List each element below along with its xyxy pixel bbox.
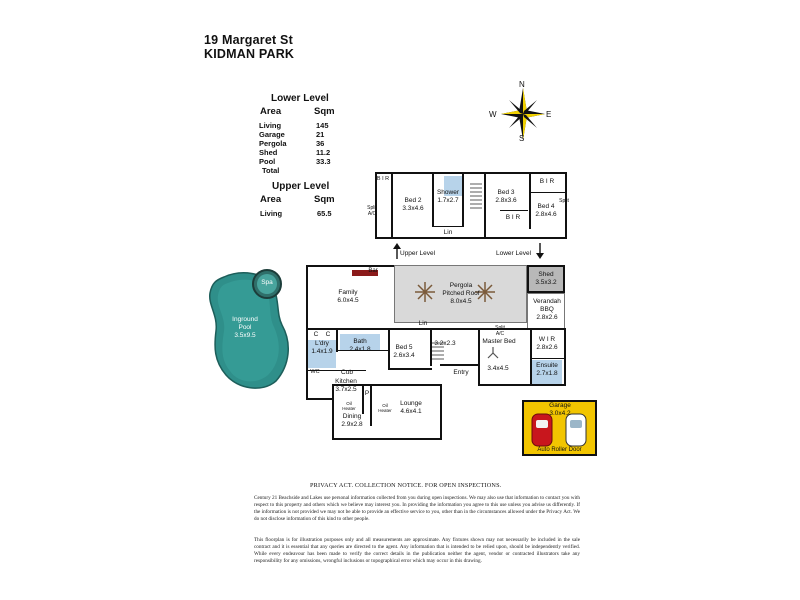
upper-level-label: Upper Level — [400, 250, 436, 257]
upper-row-sqm: 65.5 — [317, 209, 332, 218]
stairs-icon — [470, 182, 482, 212]
privacy-notice-title: PRIVACY ACT. COLLECTION NOTICE. FOR OPEN INSPECTIONS. — [310, 482, 502, 489]
lower-row-sqm: 145 — [316, 121, 329, 130]
room-bed-5: Bed 5 2.6x3.4 — [393, 344, 415, 359]
oil-heater-1: Oil Heater — [342, 401, 356, 412]
room-bed-3: Bed 3 2.8x3.6 — [495, 189, 517, 204]
upper-sqm-col: Sqm — [314, 194, 335, 205]
lower-row-sqm: 33.3 — [316, 157, 331, 166]
room-pantry: P — [364, 390, 370, 397]
oil-heater-2: Oil Heater — [378, 403, 392, 414]
split-ac-master: Split A/C — [495, 325, 505, 337]
room-laundry: L'dry 1.4x1.9 — [311, 340, 333, 355]
lower-row-area: Shed — [259, 148, 278, 157]
split-ac-bed2: Split A/C — [367, 205, 377, 217]
room-entry: Entry — [453, 369, 469, 376]
room-bar: Bar — [368, 268, 378, 274]
lower-row-sqm: 11.2 — [316, 148, 331, 157]
upper-level-heading: Upper Level — [272, 181, 330, 192]
room-pool: Inground Pool 3.5x9.5 — [232, 316, 258, 339]
compass-n: N — [519, 80, 525, 89]
room-linen-lower: Lin — [418, 320, 428, 327]
lower-row-sqm: 21 — [316, 130, 325, 139]
ceiling-fan-icon — [486, 346, 500, 360]
room-family: Family 6.0x4.5 — [337, 289, 359, 304]
lower-sqm-col: Sqm — [314, 106, 335, 117]
room-bir-bed3: B I R — [505, 214, 521, 221]
room-pergola: Pergola Pitched Roof 8.0x4.5 — [442, 282, 480, 305]
lower-level-heading: Lower Level — [271, 93, 329, 104]
lower-row-area: Garage — [259, 130, 285, 139]
compass-e: E — [546, 110, 552, 119]
garage-door-label: Auto Roller Door — [537, 447, 582, 453]
property-suburb: KIDMAN PARK — [204, 47, 295, 61]
room-bed-2: Bed 2 3.3x4.6 — [402, 197, 424, 212]
cupboard-c2: C — [325, 331, 331, 338]
room-bir-top: B I R — [539, 178, 555, 185]
cupboard-c1: C — [313, 331, 319, 338]
lower-level-label: Lower Level — [496, 250, 532, 257]
room-master-bed: Master Bed — [482, 338, 516, 345]
room-verandah: Verandah BBQ 2.8x2.6 — [533, 298, 561, 321]
compass-s: S — [519, 134, 525, 143]
room-spa: Spa — [261, 279, 273, 286]
lower-row-area: Living — [259, 121, 282, 130]
lower-row-area: Pergola — [259, 139, 287, 148]
split-ac-bed4: Split — [559, 198, 569, 204]
room-dining: Dining 2.9x2.8 — [341, 413, 363, 428]
room-ensuite: Ensuite 2.7x1.8 — [536, 362, 558, 377]
room-bir-left: B I R — [376, 176, 390, 182]
property-address: 19 Margaret St — [204, 33, 293, 47]
room-lounge: Lounge 4.6x4.1 — [400, 400, 422, 415]
upper-area-col: Area — [260, 194, 282, 205]
room-bed-4: Bed 4 2.8x4.6 — [535, 203, 557, 218]
room-wc: WC — [310, 369, 320, 375]
lower-row-sqm: 36 — [316, 139, 325, 148]
room-kitchen: Kitchen 3.7x2.5 — [335, 378, 357, 393]
room-cupboard: Cub — [341, 369, 353, 376]
room-wir: W I R 2.8x2.6 — [536, 336, 558, 351]
room-master-bed-dim: 3.4x4.5 — [487, 365, 509, 372]
privacy-notice-body: Century 21 Beachside and Lakes use personal information collected from you during open inspections. We may also use that information to contact you with respect to this property and others which we believe may interest you. In providing the information you agree to this use unless you advise us differently. If the information is not provided we may not be able to provide an effective service to you, other than in the circumstances allowed under the Privacy Act. We do not disclose information of this kind to other people. — [254, 495, 580, 523]
room-shower: Shower 1.7x2.7 — [436, 189, 460, 204]
room-hall: 3.2x2.3 — [434, 340, 456, 347]
lower-total-label: Total — [262, 166, 280, 175]
floorplan-disclaimer: This floorplan is for illustration purposes only and all measurements are approximate. Any fixtures shown may not necessarily be included in the sale contract and it is essential that any queries are directed to the agent. Any information that is intended to be relied upon, should be independently verified. While every endeavour has been made to verify the correct details in the publication neither the agent, vendor or contracted illustrators take any responsibility for any omissions, wrongful inclusions or topographical error which may occur in this drawing. — [254, 537, 580, 565]
room-linen-upper: Lin — [443, 229, 453, 236]
compass-w: W — [489, 110, 497, 119]
room-shed: Shed 3.5x3.2 — [535, 271, 557, 286]
lower-area-col: Area — [260, 106, 282, 117]
lower-row-area: Pool — [259, 157, 276, 166]
upper-row-area: Living — [260, 209, 283, 218]
room-garage: Garage 3.0x4.2 — [549, 402, 571, 417]
room-bath: Bath 2.4x1.8 — [349, 338, 371, 353]
arrow-down-icon — [535, 242, 545, 260]
